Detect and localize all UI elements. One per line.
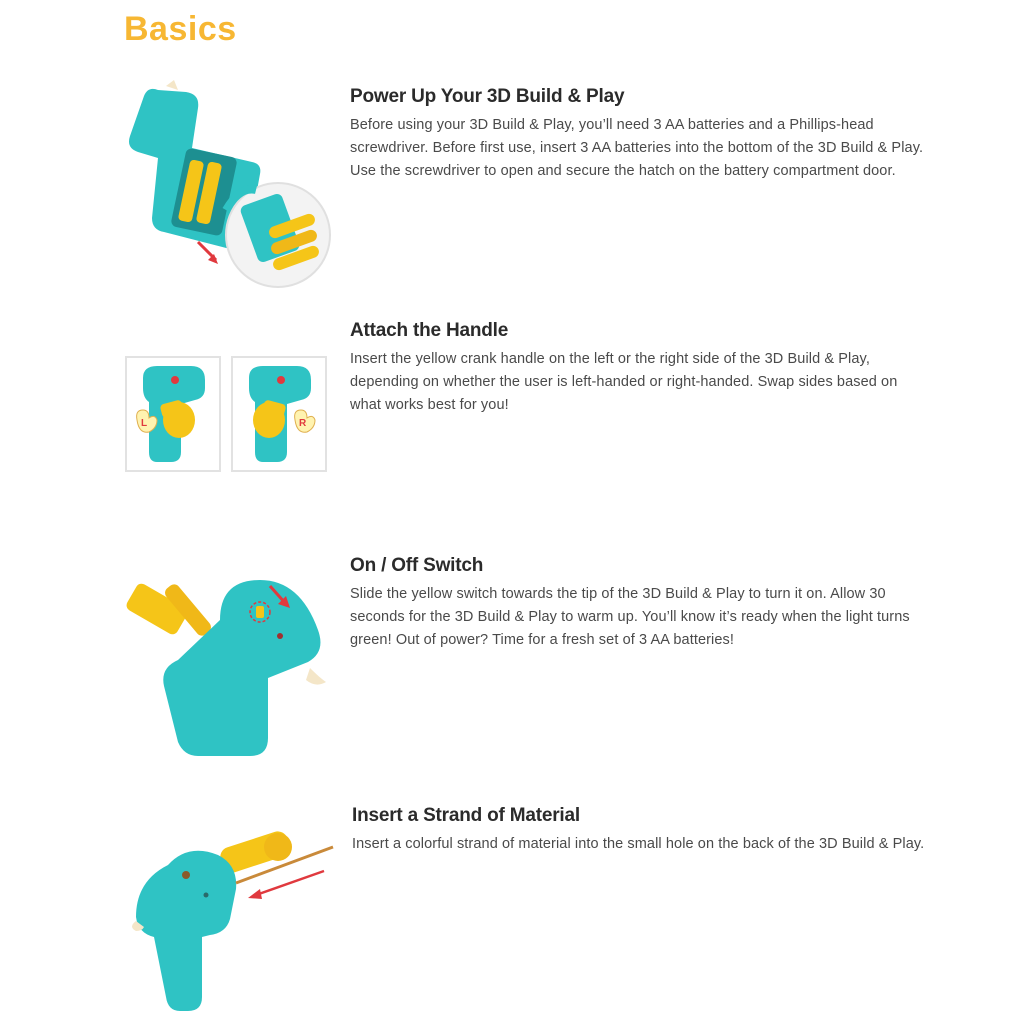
left-hand-panel — [125, 356, 221, 472]
section-heading: Attach the Handle — [350, 320, 509, 341]
section-heading: Insert a Strand of Material — [352, 805, 580, 826]
attach-handle-text — [350, 320, 925, 417]
battery-install-illustration — [118, 80, 338, 295]
on-off-switch-illustration — [120, 560, 340, 760]
section-heading: Power Up Your 3D Build & Play — [350, 86, 625, 107]
section-on-off-switch — [0, 555, 1024, 765]
left-hand-label: L — [141, 418, 148, 429]
on-off-switch-text — [350, 555, 925, 652]
section-body: Before using your 3D Build & Play, you’ll need 3 AA batteries and a Phillips-head screwdriver. Before first use, insert 3 AA batteries into the bottom of the 3D Build & Play. Use the screwdriver to open and secure the hatch on the battery compartment door. — [350, 117, 924, 179]
insert-strand-text — [352, 805, 927, 856]
insert-strand-illustration — [128, 825, 338, 1015]
section-insert-strand — [0, 805, 1024, 1015]
section-body: Insert the yellow crank handle on the left or the right side of the 3D Build & Play, depending on whether the user is left-handed or right-handed. Swap sides based on what works best for you! — [350, 351, 898, 413]
power-up-text — [350, 86, 925, 183]
right-hand-panel — [231, 356, 327, 472]
page-title: Basics — [124, 10, 237, 48]
section-body: Insert a colorful strand of material into the small hole on the back of the 3D Build & Play. — [352, 836, 925, 852]
section-body: Slide the yellow switch towards the tip of the 3D Build & Play to turn it on. Allow 30 seconds for the 3D Build & Play to warm up. You’ll know it’s ready when the light turns green! Out of power? Time for a fresh set of 3 AA batteries! — [350, 586, 910, 648]
section-power-up — [0, 80, 1024, 300]
section-heading: On / Off Switch — [350, 555, 484, 576]
section-attach-handle — [0, 320, 1024, 480]
right-hand-label: R — [299, 418, 307, 429]
